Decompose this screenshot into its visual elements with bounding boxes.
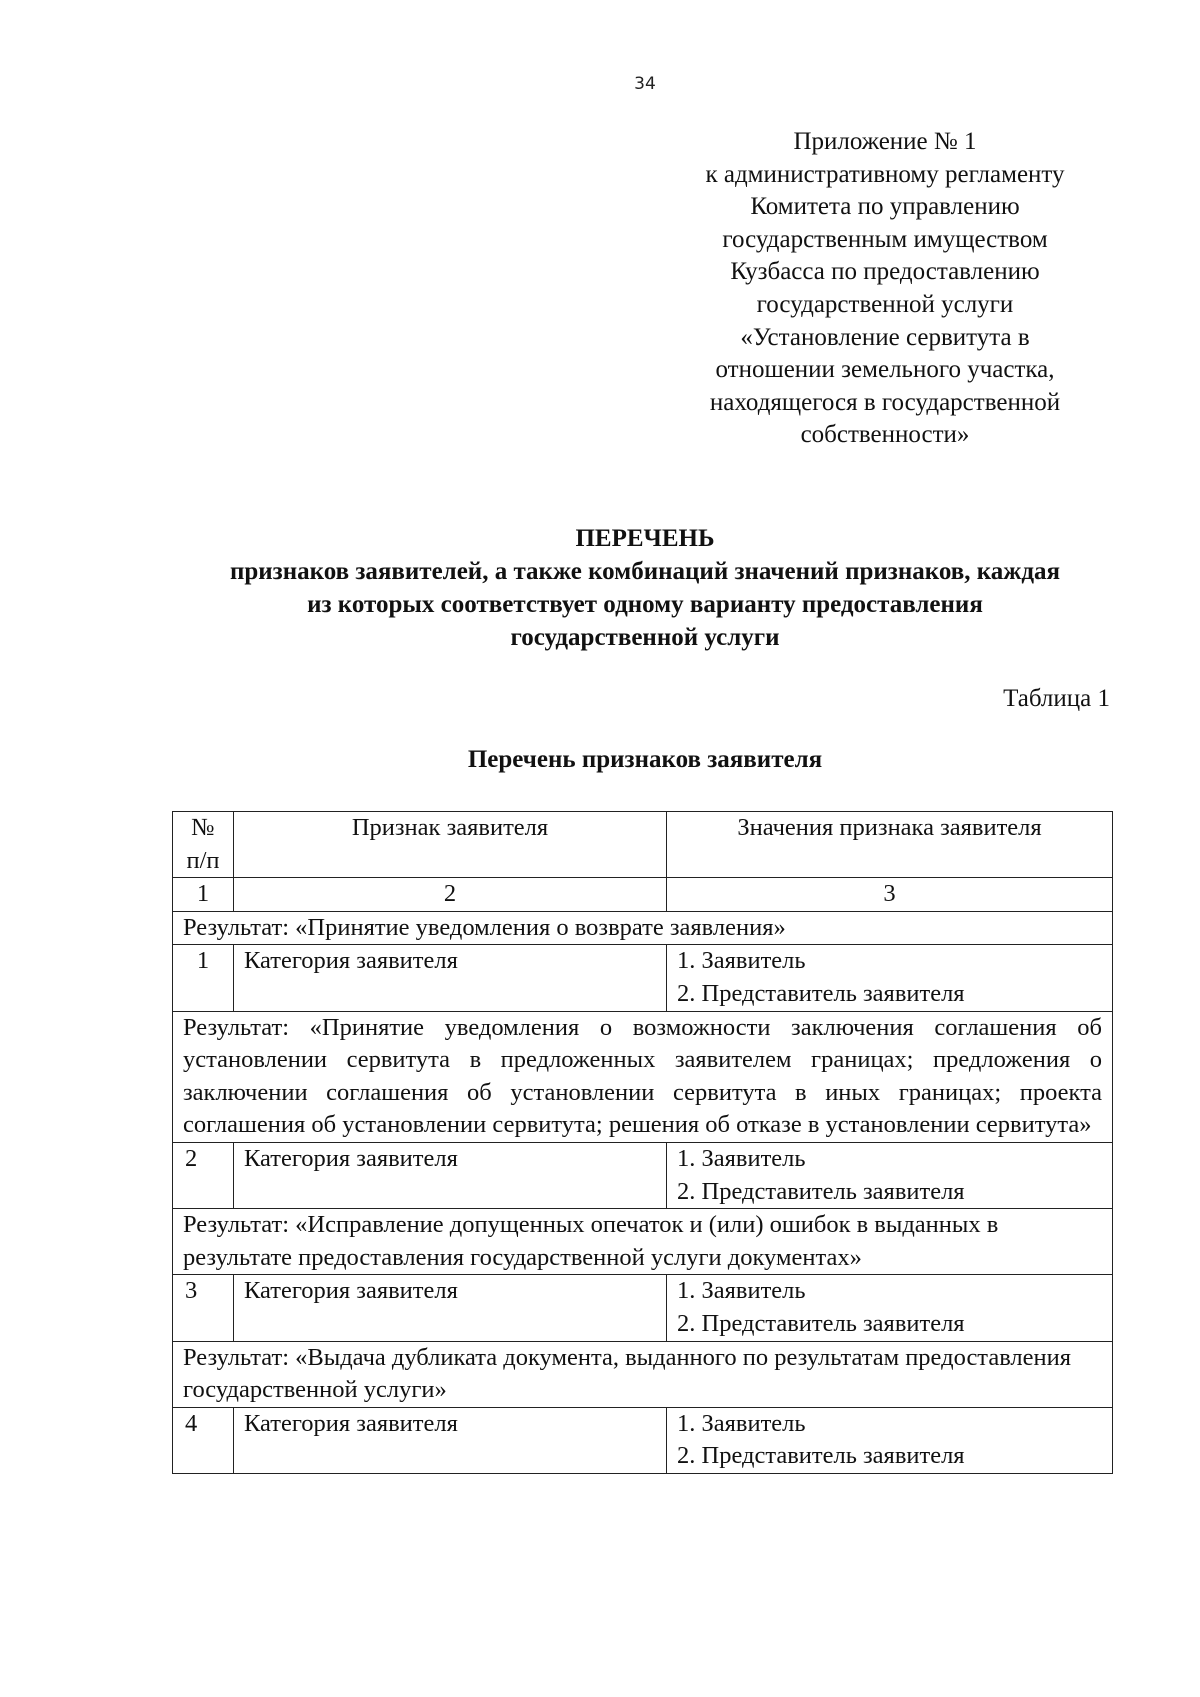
title-line: признаков заявителей, а также комбинаций значений признаков, каждая: [229, 558, 1061, 585]
value-item: 2. Представитель заявителя: [677, 1177, 965, 1205]
value-item: 2. Представитель заявителя: [677, 979, 965, 1007]
row-values: [667, 1275, 1113, 1341]
page-number: 34: [634, 74, 656, 94]
title-line: государственной услуги: [510, 624, 780, 651]
row-number: 4: [173, 1407, 234, 1473]
result-cell: Результат: «Исправление допущенных опечаток и (или) ошибок в выданных в результате предоставления государственной услуги документах»: [173, 1209, 1113, 1275]
appendix-line: «Установление сервитута в: [740, 323, 1030, 351]
table-index-row: [173, 878, 1113, 912]
table-label: Таблица 1: [1003, 685, 1110, 712]
appendix-line: к административному регламенту: [705, 160, 1065, 188]
header-sign: Признак заявителя: [234, 812, 667, 878]
appendix-line: государственной услуги: [756, 290, 1014, 318]
document-title: [150, 522, 1140, 654]
row-number: 2: [173, 1142, 234, 1208]
result-row: [173, 1011, 1113, 1142]
table-row: [173, 945, 1113, 1011]
row-values: [667, 1407, 1113, 1473]
appendix-note: [660, 126, 1110, 452]
result-row: [173, 1209, 1113, 1275]
row-number: 1: [173, 945, 234, 1011]
appendix-line: собственности»: [800, 421, 970, 449]
title-heading: ПЕРЕЧЕНЬ: [575, 525, 715, 552]
title-line: из которых соответствует одному варианту предоставления: [307, 591, 983, 618]
value-item: 2. Представитель заявителя: [677, 1442, 965, 1470]
table-header-row: [173, 812, 1113, 878]
table-row: [173, 1407, 1113, 1473]
appendix-line: Комитета по управлению: [750, 193, 1020, 221]
value-item: 1. Заявитель: [677, 1144, 806, 1172]
result-row: [173, 911, 1113, 945]
header-values: Значения признака заявителя: [667, 812, 1113, 878]
header-number: № п/п: [173, 812, 234, 878]
table-row: [173, 1142, 1113, 1208]
row-number: 3: [173, 1275, 234, 1341]
result-cell: Результат: «Выдача дубликата документа, выданного по результатам предоставления государственной услуги»: [173, 1341, 1113, 1407]
index-cell: 1: [173, 878, 234, 912]
index-cell: 2: [234, 878, 667, 912]
appendix-line: Кузбасса по предоставлению: [730, 258, 1040, 286]
appendix-line: отношении земельного участка,: [715, 356, 1055, 384]
row-sign: Категория заявителя: [234, 1275, 667, 1341]
table-caption: Перечень признаков заявителя: [467, 746, 823, 773]
result-cell: Результат: «Принятие уведомления о возврате заявления»: [173, 911, 1113, 945]
row-sign: Категория заявителя: [234, 1407, 667, 1473]
row-sign: Категория заявителя: [234, 1142, 667, 1208]
criteria-table: [172, 811, 1113, 1474]
value-item: 1. Заявитель: [677, 947, 806, 975]
appendix-line: Приложение № 1: [793, 128, 977, 155]
result-cell: Результат: «Принятие уведомления о возможности заключения соглашения об установлении сервитута в предложенных заявителем границах; предложения о заключении соглашения об установлении сервитута в иных границах; проекта соглашения об установлении сервитута; решения об отказе в установлении сервитута»: [173, 1011, 1113, 1142]
appendix-line: государственным имуществом: [722, 225, 1048, 253]
result-row: [173, 1341, 1113, 1407]
table-row: [173, 1275, 1113, 1341]
index-cell: 3: [667, 878, 1113, 912]
value-item: 1. Заявитель: [677, 1277, 806, 1305]
row-values: [667, 945, 1113, 1011]
value-item: 2. Представитель заявителя: [677, 1309, 965, 1337]
row-sign: Категория заявителя: [234, 945, 667, 1011]
row-values: [667, 1142, 1113, 1208]
value-item: 1. Заявитель: [677, 1409, 806, 1437]
appendix-line: находящегося в государственной: [709, 388, 1061, 416]
